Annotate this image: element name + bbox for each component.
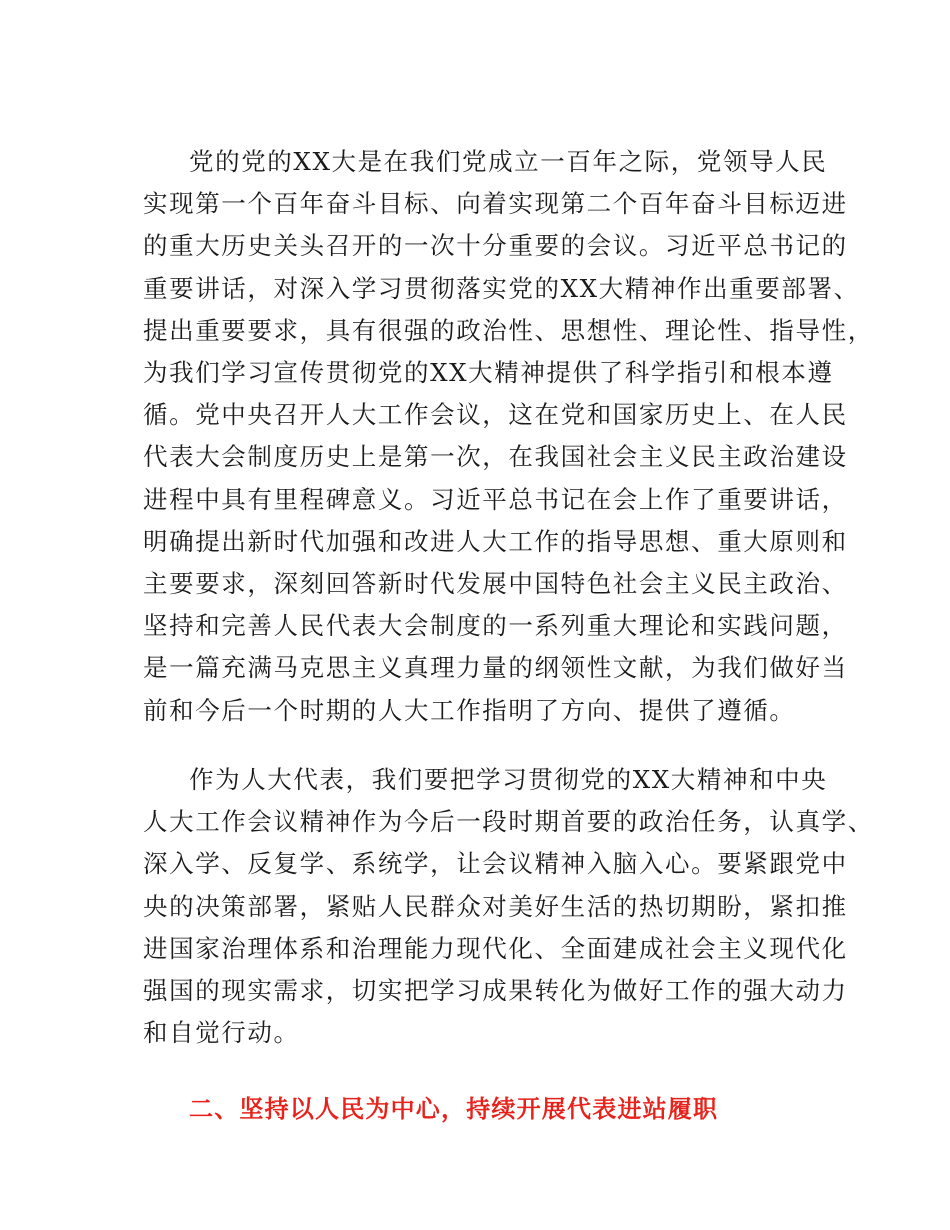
paragraph-line: 作为人大代表，我们要把学习贯彻党的XX大精神和中央: [189, 765, 828, 794]
paragraph-line: 重要讲话，对深入学习贯彻落实党的XX大精神作出重要部署、: [143, 273, 860, 303]
paragraph-line: 为我们学习宣传贯彻党的XX大精神提供了科学指引和根本遵: [143, 358, 834, 388]
paragraph-line: 循。党中央召开人大工作会议，这在党和国家历史上、在人民: [143, 400, 848, 430]
paragraph-line: 是一篇充满马克思主义真理力量的纲领性文献，为我们做好当: [143, 653, 848, 683]
paragraph-line: 前和今后一个时期的人大工作指明了方向、提供了遵循。: [143, 695, 796, 725]
body-paragraph-1: [143, 141, 874, 732]
section-heading: 二、坚持以人民为中心，持续开展代表进站履职: [189, 1095, 719, 1123]
paragraph-line: 实现第一个百年奋斗目标、向着实现第二个百年奋斗目标迈进: [143, 189, 848, 219]
body-paragraph-2: [143, 759, 874, 1054]
paragraph-line: 主要要求，深刻回答新时代发展中国特色社会主义民主政治、: [143, 569, 848, 599]
paragraph-line: 强国的现实需求，切实把学习成果转化为做好工作的强大动力: [143, 976, 848, 1006]
paragraph-line: 进程中具有里程碑意义。习近平总书记在会上作了重要讲话，: [143, 484, 848, 514]
paragraph-line: 和自觉行动。: [143, 1018, 300, 1048]
paragraph-line: 党的党的XX大是在我们党成立一百年之际，党领导人民: [189, 147, 828, 176]
paragraph-line: 的重大历史关头召开的一次十分重要的会议。习近平总书记的: [143, 231, 848, 261]
paragraph-line: 深入学、反复学、系统学，让会议精神入脑入心。要紧跟党中: [143, 849, 848, 879]
paragraph-line: 代表大会制度历史上是第一次，在我国社会主义民主政治建设: [143, 442, 848, 472]
paragraph-line: 提出重要要求，具有很强的政治性、思想性、理论性、指导性，: [143, 315, 874, 345]
paragraph-line: 人大工作会议精神作为今后一段时期首要的政治任务，认真学、: [143, 807, 874, 837]
paragraph-line: 坚持和完善人民代表大会制度的一系列重大理论和实践问题，: [143, 611, 848, 641]
paragraph-line: 进国家治理体系和治理能力现代化、全面建成社会主义现代化: [143, 933, 848, 963]
paragraph-line: 央的决策部署，紧贴人民群众对美好生活的热切期盼，紧扣推: [143, 891, 848, 921]
paragraph-line: 明确提出新时代加强和改进人大工作的指导思想、重大原则和: [143, 526, 848, 556]
